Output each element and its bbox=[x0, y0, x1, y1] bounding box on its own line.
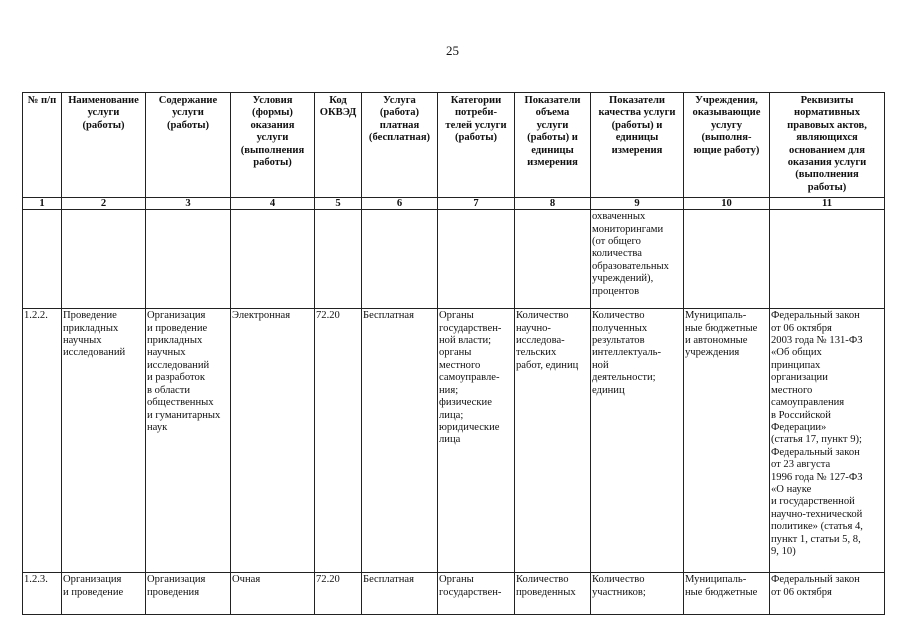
column-number: 8 bbox=[515, 198, 591, 210]
column-number: 2 bbox=[62, 198, 146, 210]
cell-quality: Количество участников; bbox=[591, 573, 684, 615]
page-number: 25 bbox=[446, 43, 459, 58]
cell-institutions bbox=[684, 210, 770, 309]
header-cell-consumers: Категории потреби- телей услуги (работы) bbox=[438, 93, 515, 198]
cell-institutions: Муниципаль- ные бюджетные bbox=[684, 573, 770, 615]
header-cell-paid: Услуга (работа) платная (бесплатная) bbox=[362, 93, 438, 198]
column-number: 6 bbox=[362, 198, 438, 210]
cell-volume bbox=[515, 210, 591, 309]
column-number: 7 bbox=[438, 198, 515, 210]
cell-okved bbox=[315, 210, 362, 309]
header-cell-content: Содержание услуги (работы) bbox=[146, 93, 231, 198]
column-number-row bbox=[23, 198, 885, 210]
cell-paid: Бесплатная bbox=[362, 573, 438, 615]
cell-quality: Количество полученных результатов интеллектуаль- ной деятельности; единиц bbox=[591, 309, 684, 573]
column-number: 5 bbox=[315, 198, 362, 210]
header-cell-name: Наименование услуги (работы) bbox=[62, 93, 146, 198]
column-number: 10 bbox=[684, 198, 770, 210]
cell-legal-acts bbox=[770, 210, 885, 309]
cell-content: Организация проведения bbox=[146, 573, 231, 615]
cell-consumers: Органы государствен- bbox=[438, 573, 515, 615]
column-number: 11 bbox=[770, 198, 885, 210]
cell-paid bbox=[362, 210, 438, 309]
header-cell-okved: Код ОКВЭД bbox=[315, 93, 362, 198]
cell-legal-acts: Федеральный закон от 06 октября 2003 года № 131-ФЗ «Об общих принципах организации местного самоуправления в Российской Федерации» (статья 17, пункт 9); Федеральный закон от 23 августа 1996 года № 127-ФЗ «О науке и государственной научно-технической политике» (статья 4, пункт 1, статьи 5, 8, 9, 10) bbox=[770, 309, 885, 573]
cell-num: 1.2.3. bbox=[23, 573, 62, 615]
cell-consumers bbox=[438, 210, 515, 309]
cell-content bbox=[146, 210, 231, 309]
column-number: 3 bbox=[146, 198, 231, 210]
cell-quality: охваченных мониторингами (от общего количества образовательных учреждений), процентов bbox=[591, 210, 684, 309]
header-cell-quality: Показатели качества услуги (работы) и единицы измерения bbox=[591, 93, 684, 198]
column-number: 1 bbox=[23, 198, 62, 210]
table-row bbox=[23, 309, 885, 573]
cell-conditions: Очная bbox=[231, 573, 315, 615]
cell-institutions: Муниципаль- ные бюджетные и автономные учреждения bbox=[684, 309, 770, 573]
cell-volume: Количество проведенных bbox=[515, 573, 591, 615]
cell-content: Организация и проведение прикладных научных исследований и разработок в области общественных и гуманитарных наук bbox=[146, 309, 231, 573]
cell-consumers: Органы государствен- ной власти; органы местного самоуправле- ния; физические лица; юридические лица bbox=[438, 309, 515, 573]
header-cell-legal-acts: Реквизиты нормативных правовых актов, являющихся основанием для оказания услуги (выполнения работы) bbox=[770, 93, 885, 198]
cell-okved: 72.20 bbox=[315, 573, 362, 615]
cell-legal-acts: Федеральный закон от 06 октября bbox=[770, 573, 885, 615]
services-table bbox=[22, 92, 885, 615]
cell-conditions bbox=[231, 210, 315, 309]
table-row-continuation bbox=[23, 210, 885, 309]
cell-name bbox=[62, 210, 146, 309]
cell-okved: 72.20 bbox=[315, 309, 362, 573]
table-row bbox=[23, 573, 885, 615]
cell-num: 1.2.2. bbox=[23, 309, 62, 573]
header-cell-conditions: Условия (формы) оказания услуги (выполнения работы) bbox=[231, 93, 315, 198]
cell-conditions: Электронная bbox=[231, 309, 315, 573]
cell-name: Организация и проведение bbox=[62, 573, 146, 615]
cell-volume: Количество научно- исследова- тельских работ, единиц bbox=[515, 309, 591, 573]
cell-paid: Бесплатная bbox=[362, 309, 438, 573]
header-row bbox=[23, 93, 885, 198]
header-cell-num: № п/п bbox=[23, 93, 62, 198]
header-cell-volume: Показатели объема услуги (работы) и единицы измерения bbox=[515, 93, 591, 198]
header-cell-institutions: Учреждения, оказывающие услугу (выполня- ющие работу) bbox=[684, 93, 770, 198]
column-number: 9 bbox=[591, 198, 684, 210]
column-number: 4 bbox=[231, 198, 315, 210]
cell-num bbox=[23, 210, 62, 309]
cell-name: Проведение прикладных научных исследований bbox=[62, 309, 146, 573]
